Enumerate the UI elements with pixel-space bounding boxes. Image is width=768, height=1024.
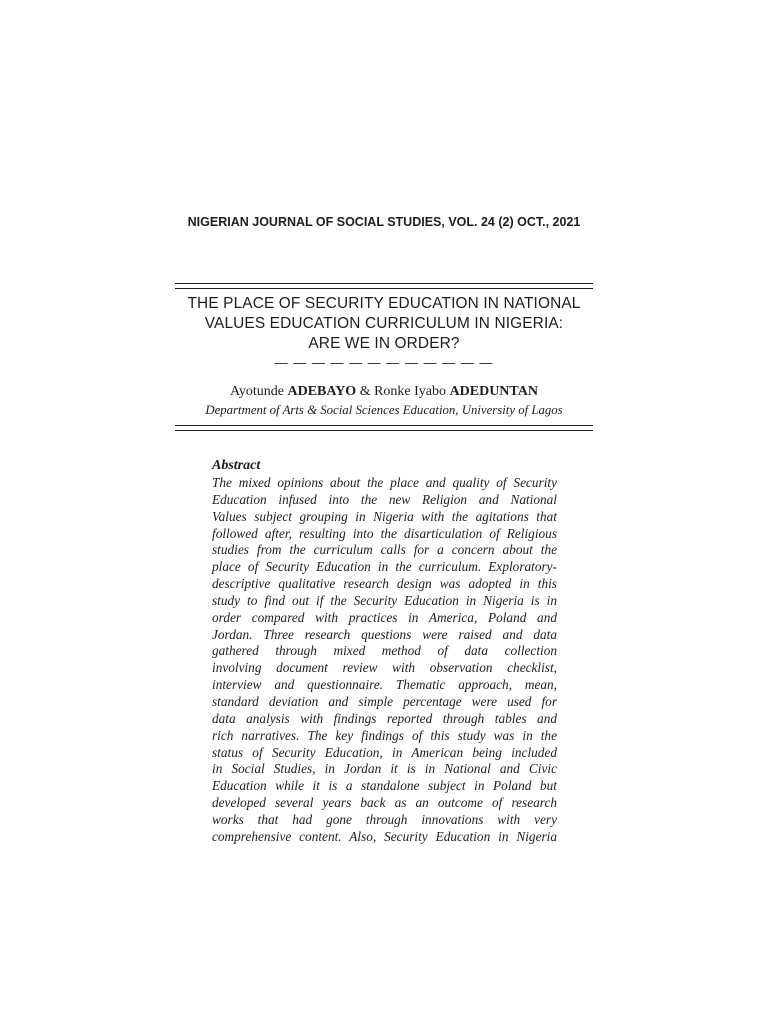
abstract-line: works that had gone through innovations with very <box>212 811 557 827</box>
author-line <box>0 384 768 400</box>
affiliation: Department of Arts & Social Sciences Education, University of Lagos <box>205 403 563 417</box>
abstract-line: Values subject grouping in Nigeria with the agitations that <box>212 508 557 524</box>
paper-title <box>150 294 618 354</box>
abstract-line: involving document review with observation checklist, <box>212 660 557 676</box>
abstract-line: studies from the curriculum calls for a concern about the <box>212 542 557 558</box>
abstract-heading: Abstract <box>212 458 261 473</box>
title-line-2: VALUES EDUCATION CURRICULUM IN NIGERIA: <box>204 315 564 332</box>
abstract-line: standard deviation and simple percentage were used for <box>212 693 557 709</box>
title-top-rule <box>175 283 593 289</box>
abstract-line: status of Security Education, in American being included <box>212 744 557 760</box>
abstract-line: place of Security Education in the curriculum. Exploratory- <box>212 559 557 575</box>
author1-first-name: Ayotunde <box>230 384 284 399</box>
title-bottom-rule <box>175 425 593 431</box>
abstract-line: interview and questionnaire. Thematic approach, mean, <box>212 677 557 693</box>
author2-first-name: Ronke Iyabo <box>374 384 447 399</box>
author-conjunction: & <box>359 384 371 399</box>
abstract-line: comprehensive content. Also, Security Education in Nigeria <box>212 828 557 844</box>
author2-last-name: ADEDUNTAN <box>449 384 538 399</box>
abstract-line: Education while it is a standalone subject in Poland but <box>212 778 557 794</box>
abstract-line: order compared with practices in America, Poland and <box>212 609 557 625</box>
abstract-line: Education infused into the new Religion and National <box>212 491 557 507</box>
abstract-line: developed several years back as an outcome of research <box>212 795 557 811</box>
abstract-line: study to find out if the Security Education in Nigeria is in <box>212 592 557 608</box>
abstract-line: followed after, resulting into the disarticulation of Religious <box>212 525 557 541</box>
abstract-line: gathered through mixed method of data collection <box>212 643 557 659</box>
title-line-1: THE PLACE OF SECURITY EDUCATION IN NATIONAL <box>187 295 581 312</box>
abstract-line: Jordan. Three research questions were raised and data <box>212 626 557 642</box>
abstract-line: The mixed opinions about the place and quality of Security <box>212 475 557 490</box>
title-line-3: ARE WE IN ORDER? <box>308 335 460 352</box>
abstract-line: in Social Studies, in Jordan it is in National and Civic <box>212 761 557 777</box>
journal-header: NIGERIAN JOURNAL OF SOCIAL STUDIES, VOL. 24 (2) OCT., 2021 <box>187 215 581 229</box>
author1-last-name: ADEBAYO <box>287 384 357 399</box>
abstract-line: data analysis with findings reported through tables and <box>212 710 557 726</box>
abstract-line: rich narratives. The key findings of this study was in the <box>212 727 557 743</box>
abstract-body <box>212 475 557 846</box>
title-separator: — — — — — — — — — — — — <box>274 355 494 370</box>
abstract-line: descriptive qualitative research design was adopted in this <box>212 576 557 592</box>
